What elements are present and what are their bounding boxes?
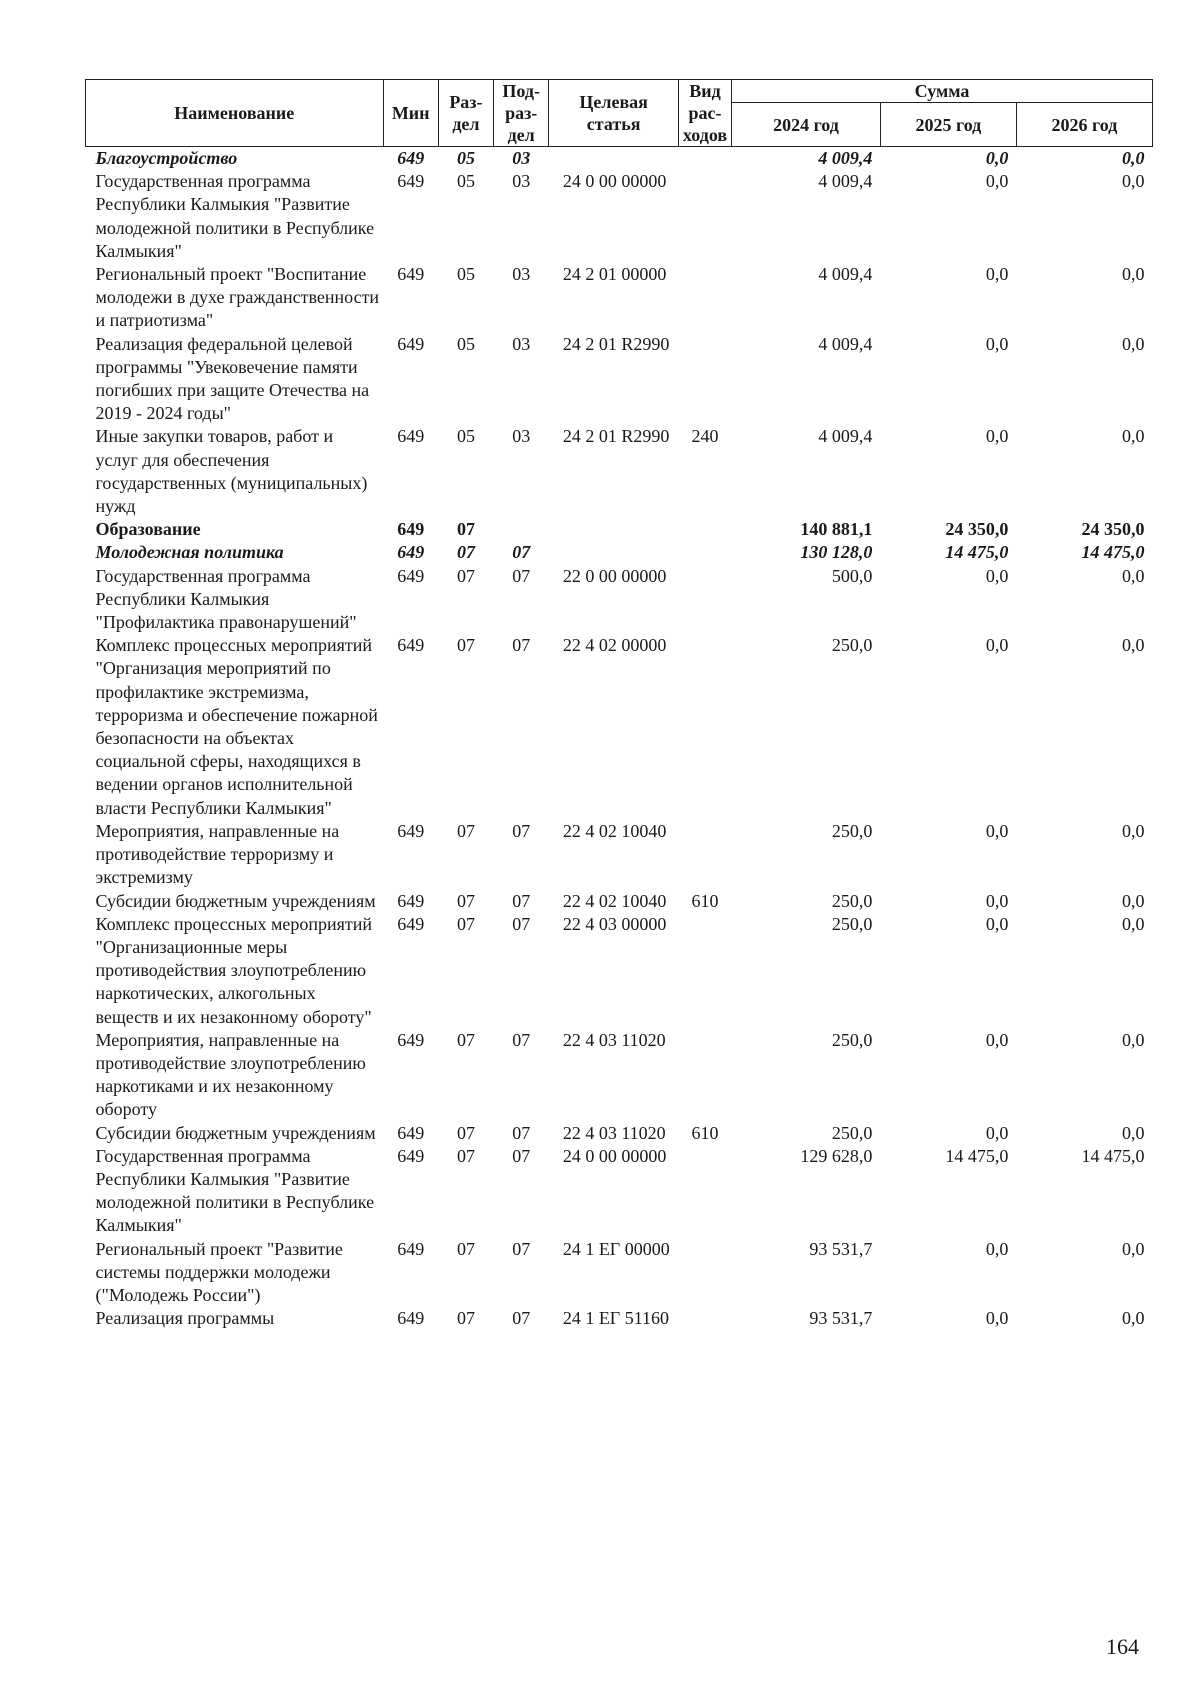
row-sum-2024: 4 009,4 xyxy=(818,148,873,168)
row-podrazdel: 07 xyxy=(512,1122,531,1143)
row-name: Реализация программы xyxy=(95,1308,275,1329)
row-razdel: 05 xyxy=(456,148,475,168)
row-sum-2024: 250,0 xyxy=(831,1122,873,1143)
row-sum-2024: 93 531,7 xyxy=(809,1238,873,1259)
row-sum-2024: 129 628,0 xyxy=(800,1145,873,1166)
row-name: Мероприятия, направленные на противодействие терроризму и экстремизму xyxy=(95,820,340,888)
row-sum-2026: 0,0 xyxy=(1122,913,1145,934)
row-name: Мероприятия, направленные на противодействие злоупотреблению наркотиками и их незаконному обороту xyxy=(95,1029,366,1120)
row-razdel: 07 xyxy=(456,890,475,911)
row-celevaya-statya: 22 4 02 10040 xyxy=(562,820,667,841)
row-vid-raskhodov xyxy=(678,147,731,171)
row-min: 649 xyxy=(397,426,425,447)
row-sum-2025: 0,0 xyxy=(985,264,1009,285)
table-row xyxy=(86,1307,1153,1330)
row-sum-2026: 24 350,0 xyxy=(1081,519,1145,540)
row-razdel: 07 xyxy=(456,519,475,540)
table-row xyxy=(86,890,1153,913)
table-row xyxy=(86,425,1153,518)
row-name: Региональный проект "Воспитание молодежи в духе гражданственности и патриотизма" xyxy=(95,264,380,331)
page-number: 164 xyxy=(1106,1634,1139,1659)
row-podrazdel: 07 xyxy=(512,542,531,563)
row-celevaya-statya: 24 2 01 R2990 xyxy=(562,426,670,447)
row-sum-2025: 0,0 xyxy=(985,635,1009,656)
row-podrazdel: 07 xyxy=(512,1029,531,1050)
row-razdel: 07 xyxy=(456,1238,475,1259)
row-sum-2024: 250,0 xyxy=(831,820,873,841)
row-name: Молодежная политика xyxy=(95,542,284,563)
row-razdel: 07 xyxy=(456,1145,475,1166)
row-podrazdel: 07 xyxy=(512,1238,531,1259)
row-razdel: 07 xyxy=(456,1122,475,1143)
header-name: Наименование xyxy=(86,80,384,147)
row-celevaya-statya: 24 2 01 R2990 xyxy=(562,333,670,354)
row-name: Образование xyxy=(95,519,201,540)
header-2026: 2026 год xyxy=(1016,103,1152,147)
row-sum-2025: 0,0 xyxy=(985,565,1009,586)
header-2024: 2024 год xyxy=(732,103,881,147)
row-celevaya-statya: 24 0 00 00000 xyxy=(562,1145,667,1166)
row-podrazdel: 07 xyxy=(512,890,531,911)
row-sum-2024: 250,0 xyxy=(831,1029,873,1050)
row-name: Комплекс процессных мероприятий "Организационные меры противодействия злоупотреблению наркотических, алкогольных веществ и их незаконному обороту" xyxy=(95,913,373,1027)
header-podrazdel: Под-раз-дел xyxy=(494,80,549,147)
row-celevaya-statya: 22 4 02 00000 xyxy=(562,635,667,656)
table-row xyxy=(86,1145,1153,1238)
row-podrazdel: 03 xyxy=(512,171,531,192)
row-podrazdel: 03 xyxy=(512,426,531,447)
header-celevaya: Целевая статья xyxy=(549,80,679,147)
row-name: Благоустройство xyxy=(95,148,238,168)
row-razdel: 05 xyxy=(456,264,475,285)
table-row xyxy=(86,518,1153,541)
row-celevaya-statya: 24 2 01 00000 xyxy=(562,264,667,285)
row-min: 649 xyxy=(397,264,425,285)
row-celevaya-statya: 22 4 03 11020 xyxy=(562,1122,666,1143)
row-sum-2026: 0,0 xyxy=(1122,171,1145,192)
row-min: 649 xyxy=(397,1122,425,1143)
table-row xyxy=(86,1238,1153,1308)
row-podrazdel: 07 xyxy=(512,565,531,586)
header-2025: 2025 год xyxy=(880,103,1016,147)
row-celevaya-statya xyxy=(549,541,679,564)
table-row xyxy=(86,913,1153,1029)
row-sum-2026: 0,0 xyxy=(1122,148,1145,168)
row-sum-2026: 14 475,0 xyxy=(1081,1145,1145,1166)
table-row xyxy=(86,147,1153,171)
row-sum-2026: 0,0 xyxy=(1122,890,1145,911)
table-row xyxy=(86,263,1153,333)
row-name: Субсидии бюджетным учреждениям xyxy=(95,1122,376,1143)
row-sum-2025: 0,0 xyxy=(985,333,1009,354)
row-vid-raskhodov xyxy=(678,263,731,333)
header-summa: Сумма xyxy=(732,80,1153,103)
row-min: 649 xyxy=(397,1145,425,1166)
row-sum-2025: 0,0 xyxy=(985,148,1009,168)
row-sum-2024: 4 009,4 xyxy=(818,264,873,285)
row-vid-raskhodov xyxy=(678,170,731,263)
row-celevaya-statya: 22 4 02 10040 xyxy=(562,890,667,911)
row-podrazdel: 07 xyxy=(512,1308,531,1329)
row-sum-2025: 0,0 xyxy=(985,820,1009,841)
row-sum-2024: 4 009,4 xyxy=(818,333,873,354)
row-podrazdel: 07 xyxy=(512,635,531,656)
row-vid-raskhodov xyxy=(678,541,731,564)
table-row xyxy=(86,565,1153,635)
row-sum-2026: 0,0 xyxy=(1122,565,1145,586)
table-row xyxy=(86,820,1153,890)
row-name: Государственная программа Республики Калмыкия "Профилактика правонарушений" xyxy=(95,565,357,633)
row-sum-2026: 0,0 xyxy=(1122,820,1145,841)
row-sum-2025: 0,0 xyxy=(985,171,1009,192)
row-vid-raskhodov xyxy=(678,1029,731,1122)
row-podrazdel: 07 xyxy=(512,913,531,934)
row-sum-2024: 4 009,4 xyxy=(818,426,873,447)
row-celevaya-statya: 24 0 00 00000 xyxy=(562,171,667,192)
row-sum-2024: 250,0 xyxy=(831,913,873,934)
budget-table xyxy=(85,79,1153,1330)
row-podrazdel xyxy=(494,518,549,541)
row-sum-2026: 0,0 xyxy=(1122,1308,1145,1329)
row-min: 649 xyxy=(397,913,425,934)
row-min: 649 xyxy=(397,1238,425,1259)
row-vid-raskhodov: 240 xyxy=(691,426,719,447)
row-celevaya-statya: 22 0 00 00000 xyxy=(562,565,667,586)
row-vid-raskhodov xyxy=(678,565,731,635)
table-row xyxy=(86,170,1153,263)
row-celevaya-statya: 22 4 03 00000 xyxy=(562,913,667,934)
row-sum-2026: 0,0 xyxy=(1122,1029,1145,1050)
table-header xyxy=(86,80,1153,147)
row-sum-2024: 140 881,1 xyxy=(800,519,873,540)
row-podrazdel: 07 xyxy=(512,820,531,841)
row-vid-raskhodov xyxy=(678,634,731,820)
row-sum-2025: 24 350,0 xyxy=(945,519,1009,540)
row-min: 649 xyxy=(397,565,425,586)
row-razdel: 07 xyxy=(456,820,475,841)
header-min: Мин xyxy=(383,80,438,147)
row-sum-2026: 0,0 xyxy=(1122,426,1145,447)
row-sum-2026: 0,0 xyxy=(1122,1122,1145,1143)
row-name: Региональный проект "Развитие системы поддержки молодежи ("Молодежь России") xyxy=(95,1238,343,1305)
row-sum-2025: 14 475,0 xyxy=(945,542,1009,563)
row-sum-2025: 0,0 xyxy=(985,1238,1009,1259)
row-sum-2025: 0,0 xyxy=(985,890,1009,911)
row-sum-2026: 0,0 xyxy=(1122,635,1145,656)
row-min: 649 xyxy=(397,519,425,540)
row-min: 649 xyxy=(397,542,425,563)
row-min: 649 xyxy=(397,820,425,841)
row-name: Реализация федеральной целевой программы "Увековечение памяти погибших при защите Отечества на 2019 - 2024 годы" xyxy=(95,333,370,424)
row-razdel: 07 xyxy=(456,542,475,563)
row-sum-2025: 0,0 xyxy=(985,1029,1009,1050)
row-sum-2024: 250,0 xyxy=(831,635,873,656)
row-name: Государственная программа Республики Калмыкия "Развитие молодежной политики в Республике Калмыкия" xyxy=(95,1145,375,1236)
row-vid-raskhodov: 610 xyxy=(691,890,719,911)
row-sum-2025: 0,0 xyxy=(985,1122,1009,1143)
row-vid-raskhodov xyxy=(678,1145,731,1238)
row-vid-raskhodov xyxy=(678,333,731,426)
row-name: Государственная программа Республики Калмыкия "Развитие молодежной политики в Республике Калмыкия" xyxy=(95,171,375,261)
row-min: 649 xyxy=(397,171,425,192)
row-razdel: 05 xyxy=(456,333,475,354)
row-sum-2025: 14 475,0 xyxy=(945,1145,1009,1166)
row-sum-2026: 0,0 xyxy=(1122,1238,1145,1259)
table-body xyxy=(86,147,1153,1331)
row-razdel: 07 xyxy=(456,635,475,656)
row-razdel: 07 xyxy=(456,913,475,934)
header-vid: Вид рас-ходов xyxy=(678,80,731,147)
row-sum-2024: 4 009,4 xyxy=(818,171,873,192)
row-sum-2026: 0,0 xyxy=(1122,264,1145,285)
table-row xyxy=(86,1029,1153,1122)
row-name: Субсидии бюджетным учреждениям xyxy=(95,890,376,911)
row-name: Иные закупки товаров, работ и услуг для обеспечения государственных (муниципальных) нужд xyxy=(95,426,368,517)
row-min: 649 xyxy=(397,333,425,354)
row-sum-2024: 500,0 xyxy=(831,565,873,586)
row-sum-2025: 0,0 xyxy=(985,426,1009,447)
row-min: 649 xyxy=(397,635,425,656)
row-razdel: 05 xyxy=(456,426,475,447)
row-celevaya-statya: 24 1 ЕГ 51160 xyxy=(562,1308,670,1329)
row-podrazdel: 03 xyxy=(512,148,531,168)
row-vid-raskhodov xyxy=(678,820,731,890)
row-celevaya-statya: 22 4 03 11020 xyxy=(562,1029,666,1050)
row-podrazdel: 03 xyxy=(512,264,531,285)
row-razdel: 07 xyxy=(456,1308,475,1329)
row-razdel: 07 xyxy=(456,1029,475,1050)
table-row xyxy=(86,1122,1153,1145)
row-sum-2024: 130 128,0 xyxy=(800,542,873,563)
row-sum-2024: 93 531,7 xyxy=(809,1308,873,1329)
row-sum-2026: 0,0 xyxy=(1122,333,1145,354)
row-min: 649 xyxy=(397,1308,425,1329)
row-name: Комплекс процессных мероприятий "Организация мероприятий по профилактике экстремизма, терроризма и обеспечение пожарной безопасности на объектах социальной сферы, находящихся в ведении органов исполнительной власти Республики Калмыкия" xyxy=(95,635,378,818)
row-celevaya-statya xyxy=(549,518,679,541)
row-celevaya-statya xyxy=(549,147,679,171)
table-row xyxy=(86,333,1153,426)
row-sum-2026: 14 475,0 xyxy=(1081,542,1145,563)
table-row xyxy=(86,541,1153,564)
row-min: 649 xyxy=(397,890,425,911)
row-podrazdel: 03 xyxy=(512,333,531,354)
table-row xyxy=(86,634,1153,820)
row-min: 649 xyxy=(397,148,425,168)
row-vid-raskhodov xyxy=(678,1307,731,1330)
row-celevaya-statya: 24 1 ЕГ 00000 xyxy=(562,1238,670,1259)
row-sum-2025: 0,0 xyxy=(985,1308,1009,1329)
row-vid-raskhodov xyxy=(678,913,731,1029)
row-min: 649 xyxy=(397,1029,425,1050)
row-vid-raskhodov: 610 xyxy=(691,1122,719,1143)
row-vid-raskhodov xyxy=(678,518,731,541)
row-razdel: 07 xyxy=(456,565,475,586)
row-sum-2024: 250,0 xyxy=(831,890,873,911)
header-razdel: Раз-дел xyxy=(438,80,493,147)
row-razdel: 05 xyxy=(456,171,475,192)
row-sum-2025: 0,0 xyxy=(985,913,1009,934)
row-podrazdel: 07 xyxy=(512,1145,531,1166)
row-vid-raskhodov xyxy=(678,1238,731,1308)
